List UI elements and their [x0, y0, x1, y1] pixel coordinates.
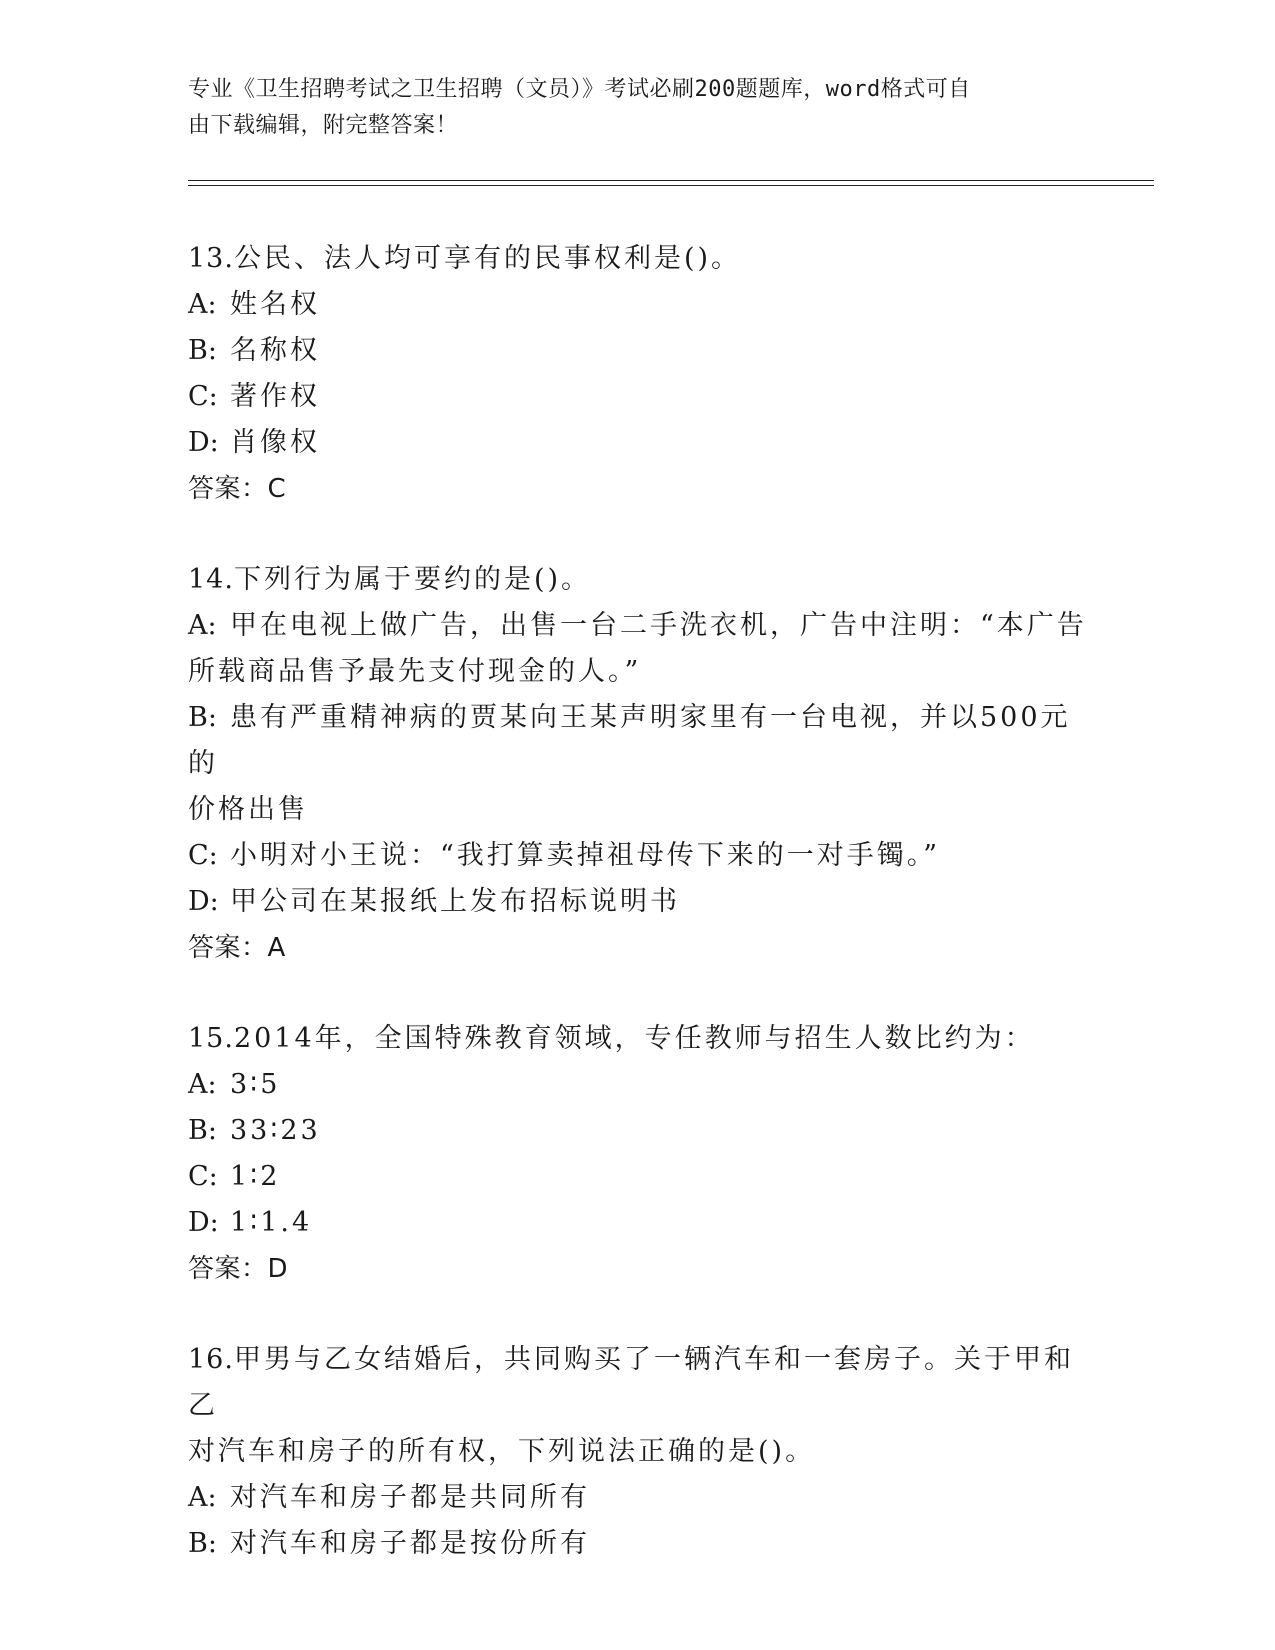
option-letter: D: — [188, 886, 219, 917]
question-block — [188, 557, 1088, 971]
option-item — [188, 1475, 1088, 1521]
option-item — [188, 649, 1088, 695]
option-item — [188, 1062, 1088, 1108]
option-item — [188, 833, 1088, 879]
question-text — [188, 1016, 1088, 1062]
option-item — [188, 1108, 1088, 1154]
option-text: 3∶5 — [230, 1069, 281, 1100]
questions-list — [188, 236, 1088, 1612]
question-text-segment: 公民、法人均可享有的民事权利是()。 — [233, 243, 742, 274]
option-letter: C: — [188, 840, 218, 871]
option-text: 患有严重精神病的贾某向王某声明家里有一台电视，并以500元的 — [188, 702, 1071, 779]
option-item — [188, 282, 1088, 328]
question-number: 13. — [188, 243, 234, 274]
option-letter: A: — [188, 1482, 217, 1513]
document-header — [188, 72, 1088, 144]
header-divider-bottom — [188, 185, 1154, 186]
option-letter: A: — [188, 610, 217, 641]
header-divider-top — [188, 180, 1154, 181]
option-letter: C: — [188, 381, 218, 412]
option-letter: D: — [188, 1207, 219, 1238]
option-item — [188, 1521, 1088, 1567]
option-letter: D: — [188, 427, 219, 458]
option-text: 对汽车和房子都是按份所有 — [230, 1528, 590, 1559]
option-letter: C: — [188, 1161, 218, 1192]
question-text-segment: 2014年，全国特殊教育领域，专任教师与招生人数比约为： — [233, 1023, 1035, 1054]
question-number: 14. — [188, 564, 234, 595]
header-line-2: 由下载编辑，附完整答案！ — [188, 113, 459, 138]
header-line-1: 专业《卫生招聘考试之卫生招聘（文员）》考试必刷200题题库，word格式可自 — [188, 77, 971, 102]
option-text: 姓名权 — [230, 289, 320, 320]
option-text: 名称权 — [230, 335, 320, 366]
option-item — [188, 695, 1088, 787]
question-text — [188, 236, 1088, 282]
option-item — [188, 374, 1088, 420]
option-text: 1∶1.4 — [230, 1207, 313, 1238]
option-letter: A: — [188, 289, 217, 320]
option-text: 甲公司在某报纸上发布招标说明书 — [230, 886, 680, 917]
question-text-segment: 甲男与乙女结婚后，共同购买了一辆汽车和一套房子。关于甲和乙 — [188, 1344, 1074, 1421]
option-text: 肖像权 — [230, 427, 320, 458]
option-text: 著作权 — [230, 381, 320, 412]
option-item — [188, 787, 1088, 833]
option-letter: B: — [188, 1528, 217, 1559]
question-text — [188, 1337, 1088, 1429]
option-text: 甲在电视上做广告，出售一台二手洗衣机，广告中注明：“本广告 — [230, 610, 1087, 641]
option-text: 小明对小王说：“我打算卖掉祖母传下来的一对手镯。” — [230, 840, 941, 871]
option-text: 价格出售 — [188, 794, 308, 825]
question-text — [188, 557, 1088, 603]
question-text — [188, 1429, 1088, 1475]
option-letter: B: — [188, 335, 217, 366]
option-letter: A: — [188, 1069, 217, 1100]
question-number: 16. — [188, 1344, 234, 1375]
option-text: 所载商品售予最先支付现金的人。” — [188, 656, 642, 687]
option-text: 1∶2 — [230, 1161, 281, 1192]
answer-label: 答案：A — [188, 933, 286, 963]
option-item — [188, 420, 1088, 466]
option-item — [188, 1154, 1088, 1200]
question-block — [188, 1016, 1088, 1292]
option-item — [188, 603, 1088, 649]
question-text-segment: 下列行为属于要约的是()。 — [233, 564, 592, 595]
question-block — [188, 236, 1088, 512]
option-letter: B: — [188, 1115, 217, 1146]
option-item — [188, 879, 1088, 925]
question-text-segment: 对汽车和房子的所有权，下列说法正确的是()。 — [188, 1436, 816, 1467]
option-text: 对汽车和房子都是共同所有 — [230, 1482, 590, 1513]
option-item — [188, 328, 1088, 374]
answer-label: 答案：C — [188, 474, 287, 504]
answer-label: 答案：D — [188, 1254, 289, 1284]
option-text: 33∶23 — [230, 1115, 321, 1146]
option-letter: B: — [188, 702, 217, 733]
question-number: 15. — [188, 1023, 234, 1054]
question-block — [188, 1337, 1088, 1567]
option-item — [188, 1200, 1088, 1246]
